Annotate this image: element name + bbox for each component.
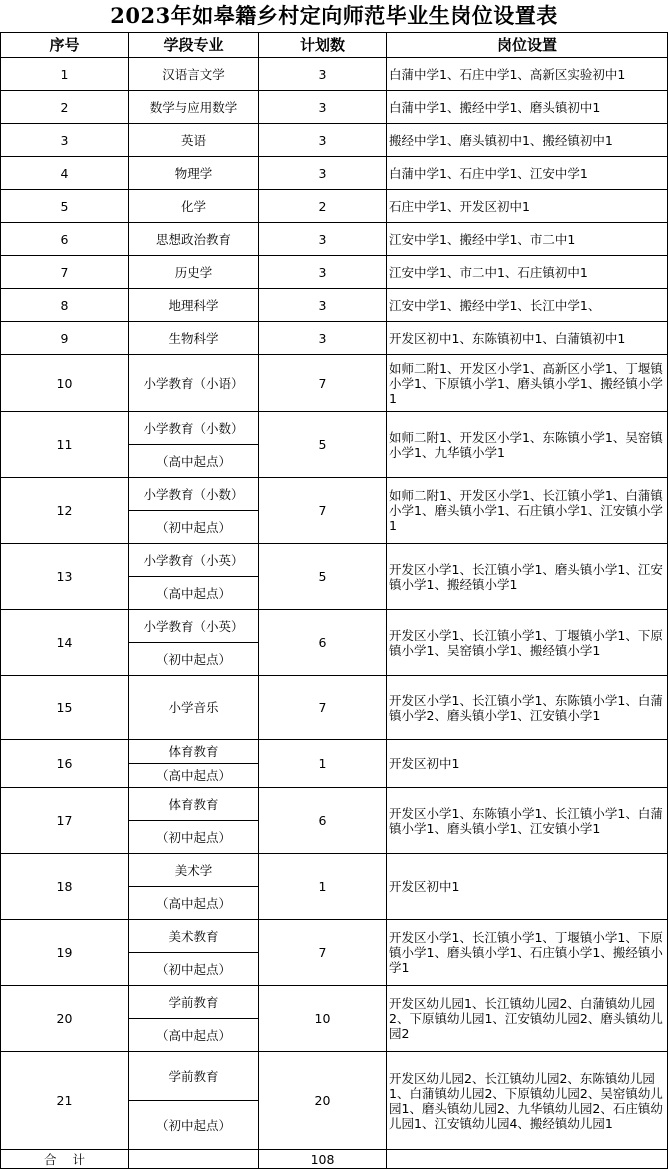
row-plan: 5 [259,412,387,478]
row-no: 2 [1,91,129,124]
row-plan: 6 [259,788,387,854]
row-major: 体育教育 [129,788,259,821]
row-positions: 如师二附1、开发区小学1、东陈镇小学1、吴窑镇小学1、九华镇小学1 [387,412,668,478]
header-no: 序号 [1,33,129,58]
row-major-sub: （初中起点） [129,953,259,986]
row-plan: 6 [259,610,387,676]
row-no: 11 [1,412,129,478]
table-row [1,740,668,764]
row-positions: 开发区幼儿园2、长江镇幼儿园2、东陈镇幼儿园1、白蒲镇幼儿园2、下原镇幼儿园2、吴窑镇幼儿园1、磨头镇幼儿园2、九华镇幼儿园2、石庄镇幼儿园1、江安镇幼儿园4、搬经镇幼儿园1 [387,1052,668,1150]
table-row [1,190,668,223]
table-row [1,478,668,511]
row-positions: 江安中学1、搬经中学1、长江中学1、 [387,289,668,322]
row-major: 美术教育 [129,920,259,953]
row-positions: 开发区初中1 [387,740,668,788]
row-no: 18 [1,854,129,920]
row-major: 学前教育 [129,1052,259,1101]
table-row [1,544,668,577]
position-table [0,32,668,1169]
row-no: 16 [1,740,129,788]
row-plan: 10 [259,986,387,1052]
row-no: 9 [1,322,129,355]
table-row [1,223,668,256]
total-empty-cell [129,1150,259,1169]
row-major-sub: （高中起点） [129,887,259,920]
table-row [1,289,668,322]
row-no: 3 [1,124,129,157]
table-row [1,58,668,91]
row-positions: 如师二附1、开发区小学1、高新区小学1、丁堰镇小学1、下原镇小学1、磨头镇小学1、搬经镇小学1 [387,355,668,412]
table-row [1,788,668,821]
table-row [1,854,668,887]
row-major: 汉语言文学 [129,58,259,91]
total-row [1,1150,668,1169]
row-no: 1 [1,58,129,91]
row-plan: 5 [259,544,387,610]
row-major-sub: （初中起点） [129,821,259,854]
row-plan: 3 [259,256,387,289]
row-major: 小学教育（小语） [129,355,259,412]
row-positions: 开发区初中1 [387,854,668,920]
row-plan: 3 [259,322,387,355]
row-major: 小学教育（小英） [129,610,259,643]
row-plan: 7 [259,355,387,412]
row-no: 14 [1,610,129,676]
row-major-sub: （高中起点） [129,445,259,478]
table-row [1,986,668,1019]
row-major: 学前教育 [129,986,259,1019]
row-major: 美术学 [129,854,259,887]
row-plan: 3 [259,223,387,256]
row-major-sub: （高中起点） [129,764,259,788]
table-row [1,322,668,355]
row-no: 10 [1,355,129,412]
row-no: 4 [1,157,129,190]
row-no: 20 [1,986,129,1052]
header-positions: 岗位设置 [387,33,668,58]
row-major: 化学 [129,190,259,223]
row-plan: 3 [259,58,387,91]
row-plan: 7 [259,478,387,544]
row-major-sub: （高中起点） [129,1019,259,1052]
row-positions: 白蒲中学1、石庄中学1、江安中学1 [387,157,668,190]
row-major: 生物科学 [129,322,259,355]
table-row [1,676,668,740]
row-major: 小学音乐 [129,676,259,740]
table-row [1,412,668,445]
row-major: 物理学 [129,157,259,190]
row-no: 15 [1,676,129,740]
row-major-sub: （高中起点） [129,577,259,610]
row-no: 5 [1,190,129,223]
row-major-sub: （初中起点） [129,511,259,544]
row-plan: 3 [259,157,387,190]
row-positions: 搬经中学1、磨头镇初中1、搬经镇初中1 [387,124,668,157]
row-positions: 开发区小学1、长江镇小学1、丁堰镇小学1、下原镇小学1、吴窑镇小学1、搬经镇小学1 [387,610,668,676]
table-row [1,355,668,412]
row-positions: 开发区初中1、东陈镇初中1、白蒲镇初中1 [387,322,668,355]
page-title: 2023年如皋籍乡村定向师范毕业生岗位设置表 [110,3,558,28]
row-positions: 开发区小学1、长江镇小学1、东陈镇小学1、白蒲镇小学2、磨头镇小学1、江安镇小学1 [387,676,668,740]
row-plan: 7 [259,676,387,740]
row-positions: 开发区小学1、东陈镇小学1、长江镇小学1、白蒲镇小学1、磨头镇小学1、江安镇小学1 [387,788,668,854]
row-no: 13 [1,544,129,610]
row-positions: 开发区小学1、长江镇小学1、丁堰镇小学1、下原镇小学1、磨头镇小学1、石庄镇小学1、搬经镇小学1 [387,920,668,986]
row-plan: 3 [259,289,387,322]
header-plan: 计划数 [259,33,387,58]
row-major: 历史学 [129,256,259,289]
row-positions: 江安中学1、搬经中学1、市二中1 [387,223,668,256]
row-major-sub: （初中起点） [129,643,259,676]
row-positions: 白蒲中学1、石庄中学1、高新区实验初中1 [387,58,668,91]
row-positions: 如师二附1、开发区小学1、长江镇小学1、白蒲镇小学1、磨头镇小学1、石庄镇小学1、江安镇小学1 [387,478,668,544]
table-row [1,91,668,124]
row-major: 小学教育（小数） [129,412,259,445]
row-no: 6 [1,223,129,256]
table-row [1,256,668,289]
row-positions: 江安中学1、市二中1、石庄镇初中1 [387,256,668,289]
row-no: 12 [1,478,129,544]
total-value: 108 [259,1150,387,1169]
row-major: 小学教育（小数） [129,478,259,511]
row-major: 地理科学 [129,289,259,322]
row-major-sub: （初中起点） [129,1101,259,1150]
row-plan: 1 [259,740,387,788]
row-no: 17 [1,788,129,854]
row-positions: 开发区小学1、长江镇小学1、磨头镇小学1、江安镇小学1、搬经镇小学1 [387,544,668,610]
row-positions: 石庄中学1、开发区初中1 [387,190,668,223]
row-no: 7 [1,256,129,289]
row-plan: 3 [259,124,387,157]
row-no: 19 [1,920,129,986]
row-plan: 7 [259,920,387,986]
row-no: 8 [1,289,129,322]
table-row [1,124,668,157]
total-label: 合 计 [1,1150,129,1169]
row-plan: 3 [259,91,387,124]
row-plan: 1 [259,854,387,920]
table-row [1,610,668,643]
row-positions: 白蒲中学1、搬经中学1、磨头镇初中1 [387,91,668,124]
header-row [1,33,668,58]
table-row [1,1052,668,1101]
row-major: 数学与应用数学 [129,91,259,124]
header-major: 学段专业 [129,33,259,58]
total-empty-cell [387,1150,668,1169]
row-major: 体育教育 [129,740,259,764]
row-no: 21 [1,1052,129,1150]
row-plan: 20 [259,1052,387,1150]
row-major: 英语 [129,124,259,157]
row-major: 思想政治教育 [129,223,259,256]
table-row [1,157,668,190]
row-plan: 2 [259,190,387,223]
table-row [1,920,668,953]
row-major: 小学教育（小英） [129,544,259,577]
row-positions: 开发区幼儿园1、长江镇幼儿园2、白蒲镇幼儿园2、下原镇幼儿园1、江安镇幼儿园2、磨头镇幼儿园2 [387,986,668,1052]
